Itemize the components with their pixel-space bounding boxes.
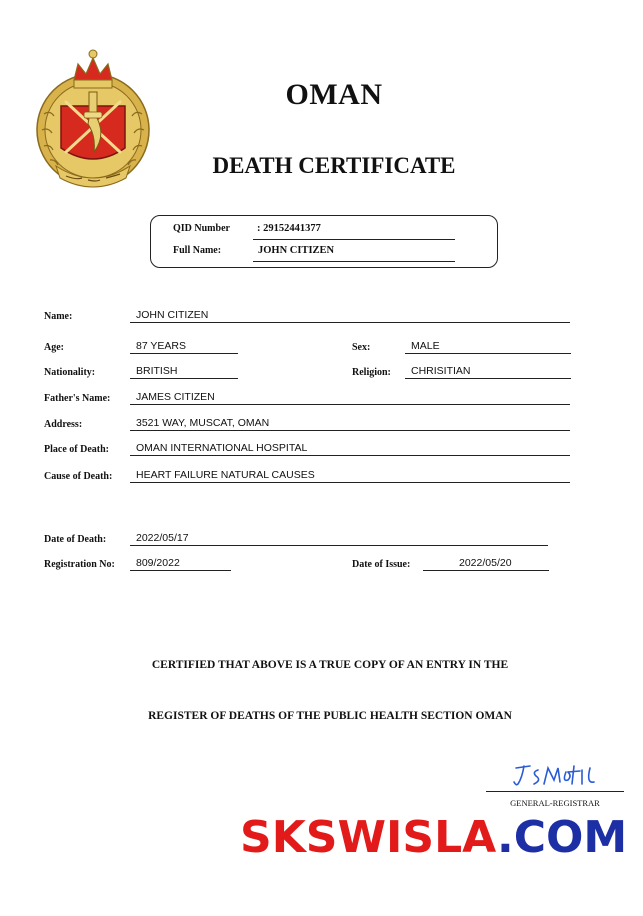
nationality-label: Nationality: [44, 367, 96, 378]
country-title: OMAN [285, 78, 383, 111]
certification-line-2: REGISTER OF DEATHS OF THE PUBLIC HEALTH SECTION OMAN [148, 710, 512, 722]
sex-label: Sex: [352, 342, 371, 353]
signature-icon [512, 760, 598, 790]
registrar-title: GENERAL-REGISTRAR [510, 798, 600, 808]
religion-label: Religion: [352, 367, 391, 378]
date-of-issue-label: Date of Issue: [352, 559, 411, 570]
date-of-issue-value: 2022/05/20 [459, 557, 512, 569]
place-of-death-label: Place of Death: [44, 444, 109, 455]
signature-line [486, 791, 624, 792]
fullname-value: JOHN CITIZEN [258, 245, 335, 256]
document-title: DEATH CERTIFICATE [212, 153, 456, 178]
address-label: Address: [44, 419, 83, 430]
certification-line-1: CERTIFIED THAT ABOVE IS A TRUE COPY OF AN ENTRY IN THE [151, 659, 509, 671]
place-of-death-value: OMAN INTERNATIONAL HOSPITAL [136, 442, 308, 454]
fullname-label: Full Name: [173, 245, 222, 256]
watermark-main: SKSWISLA [240, 812, 497, 863]
fullname-underline [253, 248, 455, 262]
name-label: Name: [44, 311, 73, 322]
registration-no-value: 809/2022 [136, 557, 180, 569]
religion-value: CHRISITIAN [411, 365, 471, 377]
registration-no-label: Registration No: [44, 559, 115, 570]
qid-value: : 29152441377 [257, 223, 321, 234]
date-of-death-label: Date of Death: [44, 534, 107, 545]
date-of-death-underline [130, 532, 548, 546]
address-value: 3521 WAY, MUSCAT, OMAN [136, 417, 270, 429]
watermark-text [240, 812, 627, 863]
cause-of-death-value: HEART FAILURE NATURAL CAUSES [136, 469, 315, 481]
cause-of-death-label: Cause of Death: [44, 471, 113, 482]
nationality-value: BRITISH [136, 365, 178, 377]
age-value: 87 YEARS [136, 340, 187, 352]
qid-label: QID Number [173, 223, 230, 234]
name-value: JOHN CITIZEN [136, 309, 209, 321]
date-of-death-value: 2022/05/17 [136, 532, 189, 544]
sex-value: MALE [411, 340, 440, 352]
father-label: Father's Name: [44, 393, 111, 404]
father-value: JAMES CITIZEN [136, 391, 215, 403]
age-label: Age: [44, 342, 64, 353]
qid-underline [253, 226, 455, 240]
watermark-suffix: .COM [496, 812, 628, 863]
